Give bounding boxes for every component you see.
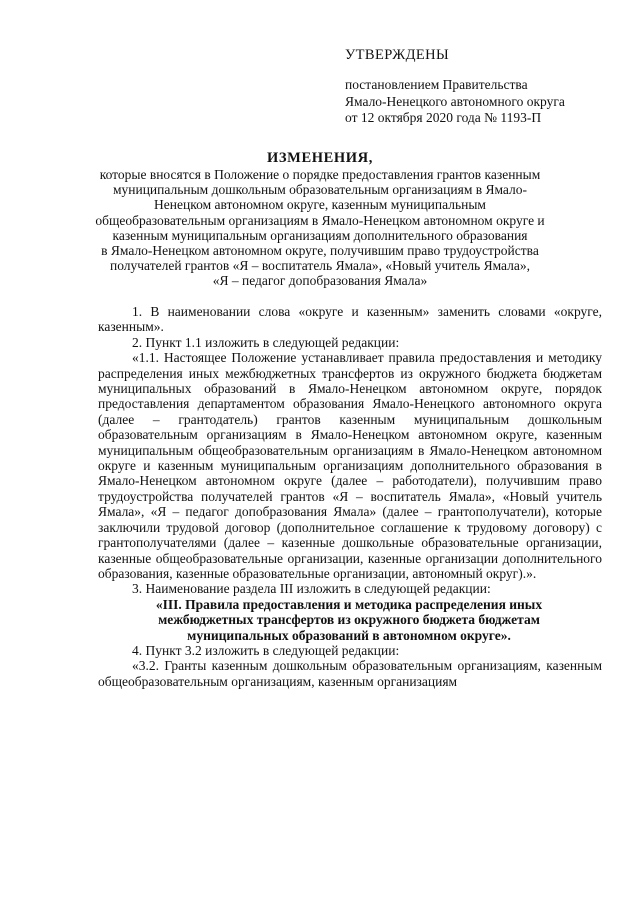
section-heading: «III. Правила предоставления и методика распределения иных межбюджетных трансфертов из окружного бюджета бюджетам муниципальных образований в автономном округе». — [155, 596, 543, 643]
paragraph-4: 3. Наименование раздела III изложить в следующей редакции: — [132, 581, 491, 597]
title-line: получателей грантов «Я – воспитатель Ямала», «Новый учитель Ямала», — [109, 258, 531, 274]
approval-heading: УТВЕРЖДЕНЫ — [345, 47, 450, 63]
paragraph-1: 1. В наименовании слова «округе и казенным» заменить словами «округе, казенным». — [98, 304, 602, 335]
title-line: Ненецком автономном округе, казенным муниципальным — [154, 197, 486, 213]
approval-line-3: от 12 октября 2020 года № 1193-П — [345, 110, 542, 125]
paragraph-7: «3.2. Гранты казенным дошкольным образовательным организациям, казенным общеобразовательным организациям, казенным организациям — [98, 658, 602, 689]
paragraph-6: 4. Пункт 3.2 изложить в следующей редакции: — [132, 642, 400, 658]
title-line: «Я – педагог допобразования Ямала» — [212, 273, 428, 289]
document-title-block — [90, 150, 550, 289]
approval-line-1: постановлением Правительства — [345, 77, 528, 92]
document-title: ИЗМЕНЕНИЯ, — [267, 150, 373, 166]
title-line: общеобразовательным организациям в Ямало-Ненецком автономном округе и — [95, 212, 545, 228]
document-body — [98, 304, 602, 689]
title-line: муниципальным дошкольным образовательным организациям в Ямало- — [112, 182, 528, 198]
title-line: казенным муниципальным организациям дополнительного образования — [112, 227, 528, 243]
paragraph-3: «1.1. Настоящее Положение устанавливает правила предоставления и методику распределения иных межбюджетных трансфертов из окружного бюджета бюджетам муниципальных образований в Ямало-Ненецком автономном округе, порядок предоставления департаментом образования Ямало-Ненецкого автономного округа (далее – грантодатель) грантов казенным муниципальным дошкольным образовательным организациям в Ямало-Ненецком автономном округе, казенным муниципальным общеобразовательным организациям в Ямало-Ненецком автономном округе и казенным муниципальным организациям дополнительного образования в Ямало-Ненецком автономном округе (далее – работодатели), получившим право трудоустройства получателей грантов «Я – воспитатель Ямала», «Новый учитель Ямала», «Я – педагог допобразования Ямала» (далее – грантополучатели), которые заключили трудовой договор (дополнительное соглашение к трудовому договору) с грантополучателями (далее – казенные дошкольные образовательные организации, казенные общеобразовательные организации, казенные организации дополнительного образования, казенные образовательные организации, автономный округ).». — [98, 350, 602, 581]
title-line: которые вносятся в Положение о порядке предоставления грантов казенным — [99, 167, 541, 182]
approval-line-2: Ямало-Ненецкого автономного округа — [345, 93, 565, 109]
title-line: в Ямало-Ненецком автономном округе, получившим право трудоустройства — [101, 243, 539, 259]
approval-stamp — [345, 46, 615, 127]
paragraph-2: 2. Пункт 1.1 изложить в следующей редакции: — [132, 334, 400, 350]
